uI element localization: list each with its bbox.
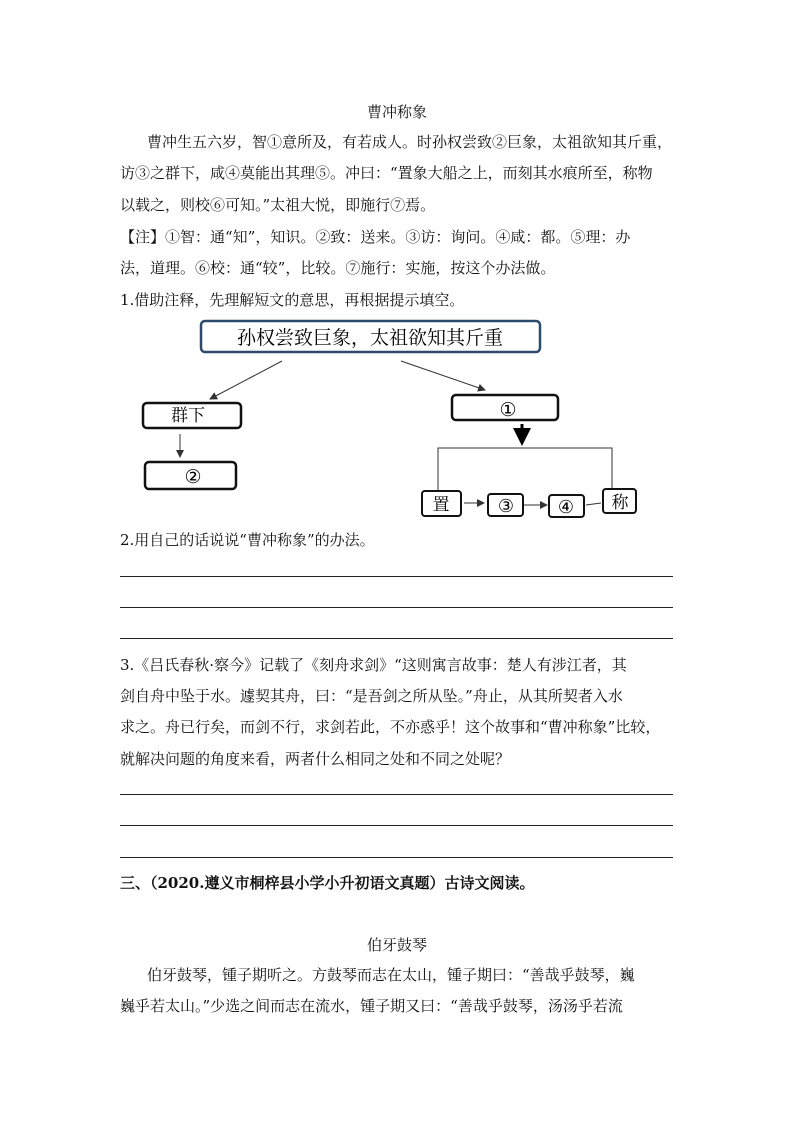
answer-line[interactable] [120,607,673,608]
question-3-line: 求之。舟已行矣，而剑不行，求剑若此，不亦惑乎！这个故事和“曹冲称象”比较， [120,718,661,736]
poem-line: 伯牙鼓琴，锺子期听之。方鼓琴而志在太山，锺子期曰：“善哉乎鼓琴，巍 [147,966,635,984]
diagram-blank-4-text: ④ [557,497,575,518]
poem-title: 伯牙鼓琴 [366,936,427,954]
answer-line[interactable] [120,825,673,826]
diagram-blank-2-text: ② [184,466,202,488]
question-3-line: 就解决问题的角度来看，两者什么相同之处和不同之处呢？ [120,750,511,768]
answer-line[interactable] [120,638,673,639]
answer-line[interactable] [120,794,673,795]
question-1: 1.借助注释，先理解短文的意思，再根据提示填空。 [120,291,465,309]
passage-line: 以载之，则校⑥可知。”太祖大悦，即施行⑦焉。 [120,196,436,214]
question-3-line: 3.《吕氏春秋·察今》记载了《刻舟求剑》“这则寓言故事：楚人有涉江者，其 [120,656,627,674]
diagram-step-zhi-text: 置 [432,495,450,515]
passage-line: 访③之群下，咸④莫能出其理⑤。冲曰：“置象大船之上，而刻其水痕所至，称物 [120,164,653,182]
poem-line: 巍乎若太山。”少选之间而志在流水，锺子期又曰：“善哉乎鼓琴，汤汤乎若流 [120,997,623,1015]
annotation-line: 【注】①智：通“知”，知识。②致：送来。③访：询问。④咸：都。⑤理：办 [120,228,631,246]
diagram-blank-1-text: ① [499,399,517,421]
question-3-line: 剑自舟中坠于水。遽契其舟，曰：“是吾剑之所从坠。”舟止，从其所契者入水 [120,687,623,705]
passage-title: 曹冲称象 [366,103,427,121]
question-2: 2.用自己的话说说“曹冲称象”的办法。 [120,531,375,549]
answer-line[interactable] [120,857,673,858]
annotation-line: 法，道理。⑥校：通“较”，比较。⑦施行：实施，按这个办法做。 [120,259,556,277]
passage-line: 曹冲生五六岁，智①意所及，有若成人。时孙权尝致②巨象，太祖欲知其斤重， [147,133,673,151]
section-heading: 三、（2020.遵义市桐梓县小学小升初语文真题）古诗文阅读。 [120,874,535,892]
diagram-box-qunxia-text: 群下 [171,406,205,426]
diagram-top-text: 孙权尝致巨象，太祖欲知其斤重 [236,327,504,349]
answer-line[interactable] [120,576,673,577]
diagram-blank-3-text: ③ [497,496,515,517]
diagram-step-cheng-text: 称 [611,493,629,513]
